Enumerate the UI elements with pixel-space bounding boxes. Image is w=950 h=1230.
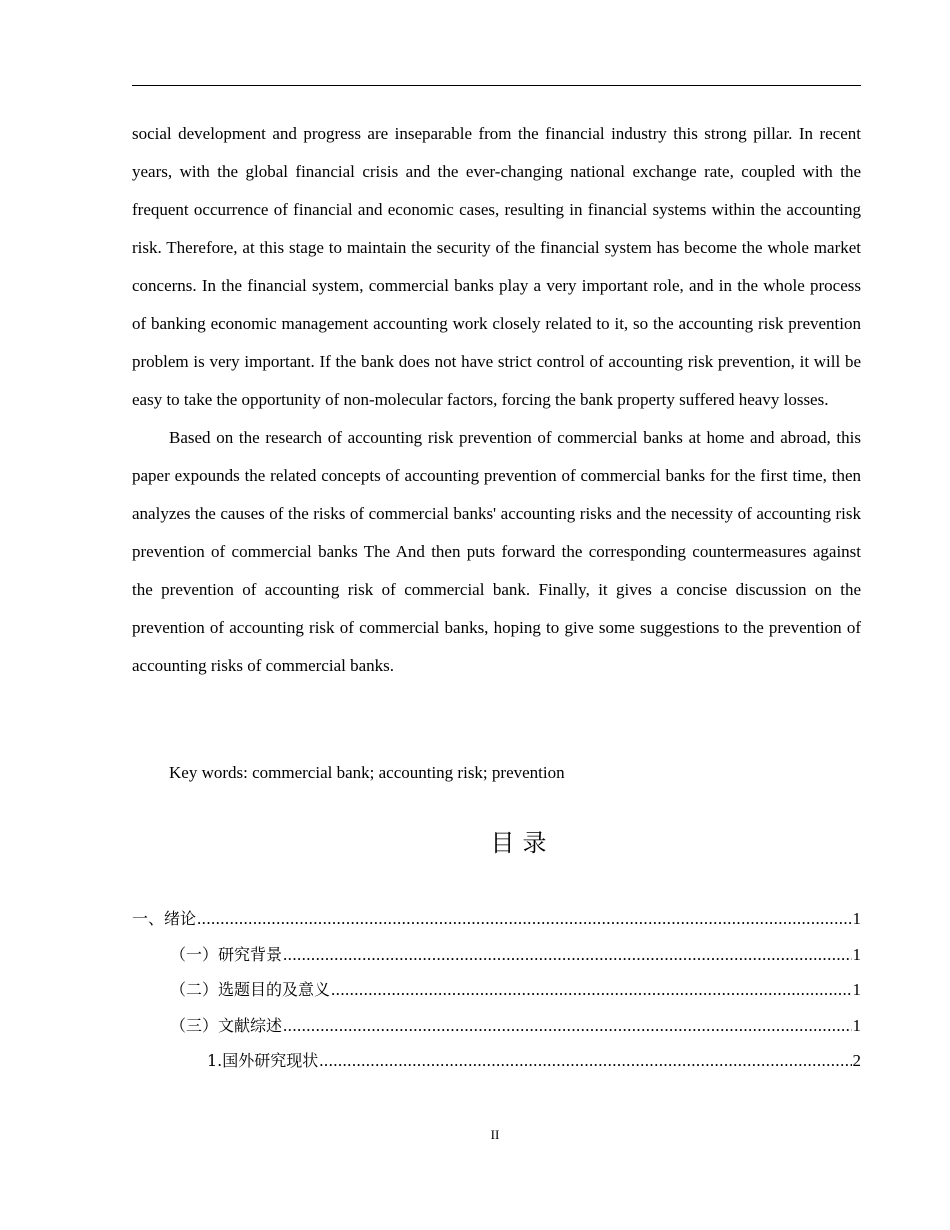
toc-entry-page: 1 (852, 980, 861, 999)
abstract-body (132, 115, 861, 685)
toc-leader-dots (319, 1046, 851, 1076)
toc-entry[interactable] (132, 975, 861, 1011)
toc-entry-label: （一）研究背景 (170, 944, 283, 964)
abstract-paragraph-2: Based on the research of accounting risk prevention of commercial banks at home and abroad, this paper expounds the related concepts of accounting prevention of commercial banks for the first time, then analyzes the causes of the risks of commercial banks' accounting risks and the necessity of accounting risk prevention of commercial banks The And then puts forward the corresponding countermeasures against the prevention of accounting risk of commercial bank. Finally, it gives a concise discussion on the prevention of accounting risk of commercial banks, hoping to give some suggestions to the prevention of accounting risks of commercial banks. (132, 428, 861, 675)
keywords-line: Key words: commercial bank; accounting risk; prevention (169, 763, 565, 782)
toc-entry-page: 2 (852, 1051, 861, 1070)
toc-entry[interactable] (132, 1046, 861, 1082)
toc-entry-page: 1 (852, 944, 861, 964)
header-rule (132, 85, 861, 86)
toc-entry[interactable] (132, 904, 861, 940)
toc-entry-page: 1 (852, 1015, 861, 1035)
toc-entry-label: 一、绪论 (132, 909, 197, 928)
toc-title: 目录 (490, 829, 555, 857)
toc-entry[interactable] (132, 1011, 861, 1047)
toc-entry-page: 1 (852, 909, 861, 928)
toc-entry-label: 1.国外研究现状 (207, 1051, 319, 1070)
toc-entry[interactable] (132, 940, 861, 976)
toc-entry-label: （三）文献综述 (170, 1015, 283, 1035)
page-number: II (490, 1127, 500, 1142)
abstract-paragraph-1: social development and progress are inseparable from the financial industry this strong pillar. In recent years, with the global financial crisis and the ever-changing national exchange rate, coupled with the frequent occurrence of financial and economic cases, resulting in financial systems within the accounting risk. Therefore, at this stage to maintain the security of the financial system has become the whole market concerns. In the financial system, commercial banks play a very important role, and in the whole process of banking economic management accounting work closely related to it, so the accounting risk prevention problem is very important. If the bank does not have strict control of accounting risk prevention, it will be easy to take the opportunity of non-molecular factors, forcing the bank property suffered heavy losses. (132, 124, 861, 409)
toc-leader-dots (331, 975, 851, 1005)
toc-entry-label: （二）选题目的及意义 (170, 980, 331, 999)
table-of-contents (132, 904, 861, 1082)
toc-leader-dots (283, 940, 851, 970)
toc-leader-dots (197, 904, 851, 934)
toc-leader-dots (283, 1011, 851, 1041)
